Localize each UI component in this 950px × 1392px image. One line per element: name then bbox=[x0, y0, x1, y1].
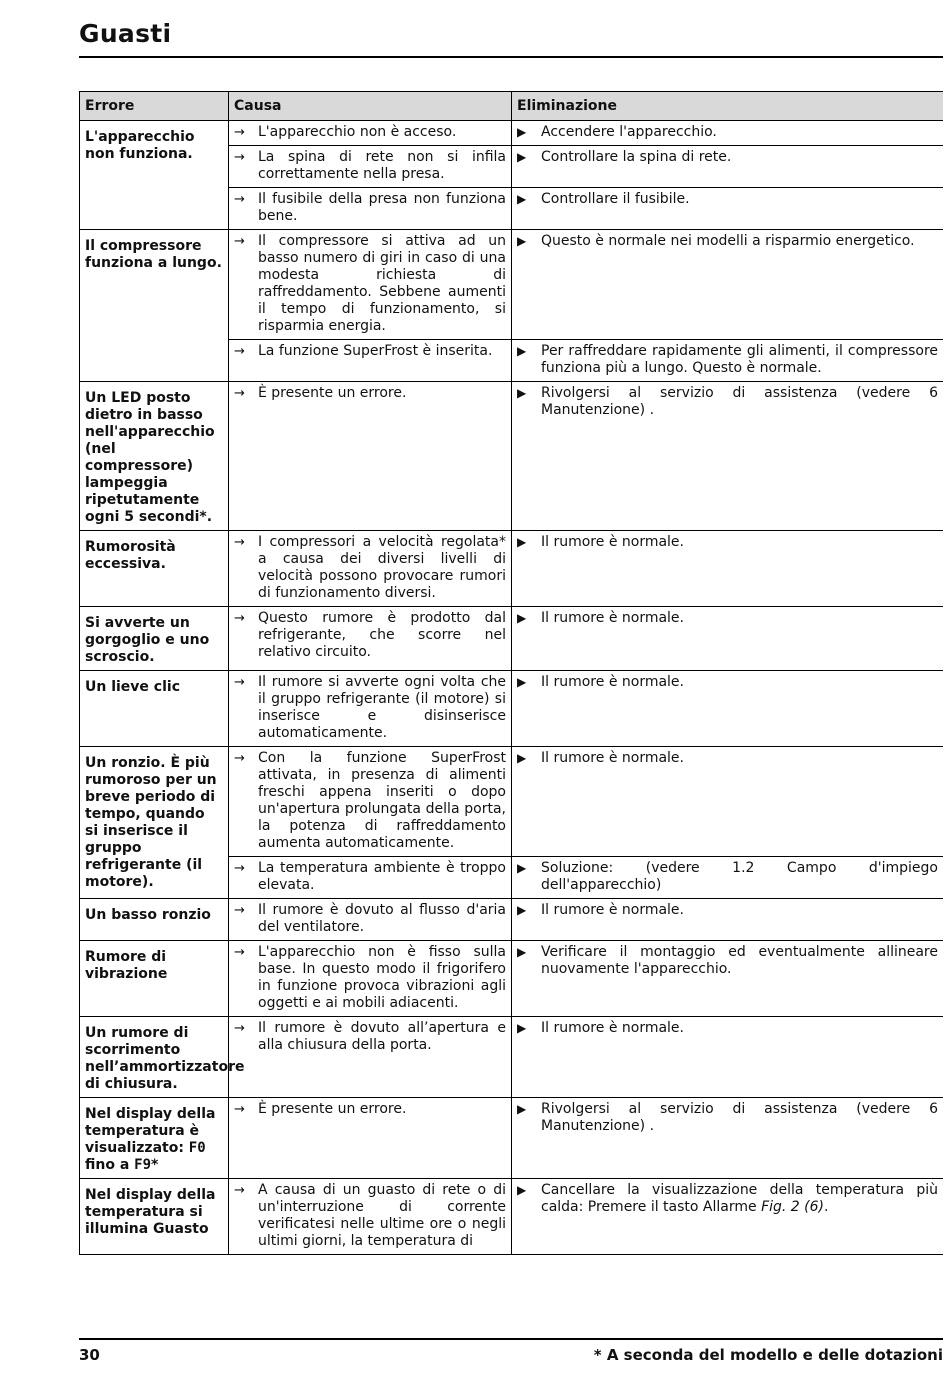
page-title: Guasti bbox=[79, 19, 172, 48]
cause-text: Il compressore si attiva ad un basso numero di giri in caso di una modesta richiesta di raffreddamento. Sebbene aumenti il tempo di funzionamento, si risparmia energia. bbox=[258, 233, 506, 334]
table-header-row bbox=[80, 92, 944, 121]
error-cell: Il compressore funziona a lungo. bbox=[80, 230, 229, 382]
cause-cell bbox=[229, 340, 512, 382]
triangle-right-icon: ▶ bbox=[517, 611, 527, 625]
table-row bbox=[80, 899, 944, 941]
cause-cell bbox=[229, 941, 512, 1017]
error-cell: Rumorosità eccessiva. bbox=[80, 531, 229, 607]
page-number: 30 bbox=[79, 1346, 100, 1364]
figure-reference: Fig. 2 (6) bbox=[761, 1199, 824, 1215]
fix-text: Per raffreddare rapidamente gli alimenti, il compressore funziona più a lungo. Questo è normale. bbox=[541, 343, 938, 376]
fix-text: Il rumore è normale. bbox=[541, 902, 684, 918]
fix-cell bbox=[512, 1179, 944, 1255]
fix-cell bbox=[512, 607, 944, 671]
fix-cell bbox=[512, 382, 944, 531]
error-cell bbox=[80, 1098, 229, 1179]
arrow-right-icon: → bbox=[234, 861, 245, 876]
cause-text: Con la funzione SuperFrost attivata, in presenza di alimenti freschi appena inseriti o dopo un'apertura prolungata della porta, la potenza di raffreddamento aumenta automaticamente. bbox=[258, 750, 506, 851]
fix-cell bbox=[512, 899, 944, 941]
fix-text: Rivolgersi al servizio di assistenza (vedere 6 Manutenzione) . bbox=[541, 1101, 938, 1134]
triangle-right-icon: ▶ bbox=[517, 751, 527, 765]
arrow-right-icon: → bbox=[234, 192, 245, 207]
cause-text: Il rumore è dovuto all’apertura e alla chiusura della porta. bbox=[258, 1020, 506, 1053]
error-cell: Si avverte un gorgoglio e uno scroscio. bbox=[80, 607, 229, 671]
table-row bbox=[80, 1098, 944, 1179]
triangle-right-icon: ▶ bbox=[517, 344, 527, 358]
fix-text: Il rumore è normale. bbox=[541, 674, 684, 690]
fix-cell bbox=[512, 1017, 944, 1098]
fix-cell bbox=[512, 1098, 944, 1179]
cause-cell bbox=[229, 1017, 512, 1098]
fix-cell bbox=[512, 188, 944, 230]
fix-cell bbox=[512, 941, 944, 1017]
fix-text: Il rumore è normale. bbox=[541, 1020, 684, 1036]
cause-cell bbox=[229, 121, 512, 146]
fix-cell bbox=[512, 747, 944, 857]
arrow-right-icon: → bbox=[234, 611, 245, 626]
fix-text: Soluzione: (vedere 1.2 Campo d'impiego dell'apparecchio) bbox=[541, 860, 938, 893]
cause-text: Il rumore si avverte ogni volta che il gruppo refrigerante (il motore) si inserisce e disinserisce automaticamente. bbox=[258, 674, 506, 741]
triangle-right-icon: ▶ bbox=[517, 903, 527, 917]
triangle-right-icon: ▶ bbox=[517, 234, 527, 248]
cause-text: Questo rumore è prodotto dal refrigerante, che scorre nel relativo circuito. bbox=[258, 610, 506, 660]
cause-text: È presente un errore. bbox=[258, 1101, 407, 1117]
table-row bbox=[80, 382, 944, 531]
triangle-right-icon: ▶ bbox=[517, 1183, 527, 1197]
arrow-right-icon: → bbox=[234, 1021, 245, 1036]
fix-text: Controllare il fusibile. bbox=[541, 191, 690, 207]
cause-cell bbox=[229, 230, 512, 340]
error-cell: Rumore di vibrazione bbox=[80, 941, 229, 1017]
error-cell: Un LED posto dietro in basso nell'apparecchio (nel compressore) lampeggia ripetutamente ogni 5 secondi*. bbox=[80, 382, 229, 531]
table-row bbox=[80, 941, 944, 1017]
faults-table bbox=[79, 91, 943, 1255]
cause-cell bbox=[229, 382, 512, 531]
cause-cell bbox=[229, 607, 512, 671]
error-cell: Un basso ronzio bbox=[80, 899, 229, 941]
triangle-right-icon: ▶ bbox=[517, 945, 527, 959]
table-row bbox=[80, 671, 944, 747]
cause-text: L'apparecchio non è fisso sulla base. In questo modo il frigorifero in funzione provoca vibrazioni agli oggetti e ai mobili adiacenti. bbox=[258, 944, 506, 1011]
cause-text: Il rumore è dovuto al flusso d'aria del ventilatore. bbox=[258, 902, 506, 935]
fix-text: Il rumore è normale. bbox=[541, 610, 684, 626]
arrow-right-icon: → bbox=[234, 386, 245, 401]
faults-table-container bbox=[79, 91, 943, 1271]
triangle-right-icon: ▶ bbox=[517, 1102, 527, 1116]
cause-cell bbox=[229, 747, 512, 857]
triangle-right-icon: ▶ bbox=[517, 386, 527, 400]
fix-text-part: Cancellare la visualizzazione della temperatura più calda: Premere il tasto Allarme bbox=[541, 1182, 938, 1215]
cause-cell bbox=[229, 671, 512, 747]
fix-cell bbox=[512, 857, 944, 899]
header-causa: Causa bbox=[229, 92, 512, 121]
cause-cell bbox=[229, 857, 512, 899]
title-rule bbox=[79, 56, 943, 58]
fix-text-part: . bbox=[823, 1199, 829, 1215]
arrow-right-icon: → bbox=[234, 751, 245, 766]
arrow-right-icon: → bbox=[234, 234, 245, 249]
cause-text: Il fusibile della presa non funziona bene. bbox=[258, 191, 506, 224]
display-code-f9: F9 bbox=[134, 1157, 152, 1173]
arrow-right-icon: → bbox=[234, 344, 245, 359]
fix-text: Accendere l'apparecchio. bbox=[541, 124, 717, 140]
error-text-part: fino a bbox=[85, 1157, 135, 1173]
header-errore: Errore bbox=[80, 92, 229, 121]
fix-cell bbox=[512, 146, 944, 188]
cause-text: La temperatura ambiente è troppo elevata. bbox=[258, 860, 506, 893]
cause-text: A causa di un guasto di rete o di un'interruzione di corrente verificatesi nelle ultime ore o negli ultimi giorni, la temperatura di bbox=[258, 1182, 506, 1249]
fix-text: Controllare la spina di rete. bbox=[541, 149, 732, 165]
triangle-right-icon: ▶ bbox=[517, 125, 527, 139]
arrow-right-icon: → bbox=[234, 125, 245, 140]
table-row bbox=[80, 531, 944, 607]
error-cell: Un ronzio. È più rumoroso per un breve periodo di tempo, quando si inserisce il gruppo refrigerante (il motore). bbox=[80, 747, 229, 899]
fix-cell bbox=[512, 671, 944, 747]
arrow-right-icon: → bbox=[234, 675, 245, 690]
cause-cell bbox=[229, 188, 512, 230]
cause-text: L'apparecchio non è acceso. bbox=[258, 124, 457, 140]
triangle-right-icon: ▶ bbox=[517, 535, 527, 549]
fix-cell bbox=[512, 340, 944, 382]
arrow-right-icon: → bbox=[234, 150, 245, 165]
error-cell: Nel display della temperatura si illumina Guasto bbox=[80, 1179, 229, 1255]
footer-note: * A seconda del modello e delle dotazioni bbox=[593, 1346, 943, 1364]
error-cell: L'apparecchio non funziona. bbox=[80, 121, 229, 230]
error-text-part: Nel display della temperatura è visualizzato: bbox=[85, 1106, 216, 1156]
triangle-right-icon: ▶ bbox=[517, 675, 527, 689]
arrow-right-icon: → bbox=[234, 1102, 245, 1117]
header-eliminazione: Eliminazione bbox=[512, 92, 944, 121]
fix-cell bbox=[512, 121, 944, 146]
triangle-right-icon: ▶ bbox=[517, 1021, 527, 1035]
arrow-right-icon: → bbox=[234, 945, 245, 960]
arrow-right-icon: → bbox=[234, 535, 245, 550]
arrow-right-icon: → bbox=[234, 903, 245, 918]
fix-text: Il rumore è normale. bbox=[541, 750, 684, 766]
cause-cell bbox=[229, 531, 512, 607]
display-code-f0: F0 bbox=[188, 1140, 206, 1156]
cause-text: I compressori a velocità regolata* a causa dei diversi livelli di velocità possono provocare rumori di funzionamento diversi. bbox=[258, 534, 506, 601]
fix-text: Rivolgersi al servizio di assistenza (vedere 6 Manutenzione) . bbox=[541, 385, 938, 418]
footer-rule bbox=[79, 1338, 943, 1340]
triangle-right-icon: ▶ bbox=[517, 861, 527, 875]
fix-text: Il rumore è normale. bbox=[541, 534, 684, 550]
arrow-right-icon: → bbox=[234, 1183, 245, 1198]
cause-cell bbox=[229, 899, 512, 941]
table-row bbox=[80, 1017, 944, 1098]
cause-text: La spina di rete non si infila correttamente nella presa. bbox=[258, 149, 506, 182]
table-row bbox=[80, 230, 944, 340]
cause-cell bbox=[229, 1179, 512, 1255]
fix-text: Verificare il montaggio ed eventualmente allineare nuovamente l'apparecchio. bbox=[541, 944, 938, 977]
error-cell: Un rumore di scorrimento nell’ammortizzatore di chiusura. bbox=[80, 1017, 229, 1098]
table-row bbox=[80, 121, 944, 146]
fix-cell bbox=[512, 230, 944, 340]
asterisk-note: * bbox=[151, 1157, 159, 1173]
cause-text: La funzione SuperFrost è inserita. bbox=[258, 343, 493, 359]
fix-text: Questo è normale nei modelli a risparmio energetico. bbox=[541, 233, 915, 249]
cause-cell bbox=[229, 1098, 512, 1179]
error-cell: Un lieve clic bbox=[80, 671, 229, 747]
cause-text: È presente un errore. bbox=[258, 385, 407, 401]
triangle-right-icon: ▶ bbox=[517, 192, 527, 206]
table-row bbox=[80, 1179, 944, 1255]
fix-text bbox=[541, 1182, 938, 1216]
triangle-right-icon: ▶ bbox=[517, 150, 527, 164]
table-row bbox=[80, 747, 944, 857]
fix-cell bbox=[512, 531, 944, 607]
table-row bbox=[80, 607, 944, 671]
cause-cell bbox=[229, 146, 512, 188]
